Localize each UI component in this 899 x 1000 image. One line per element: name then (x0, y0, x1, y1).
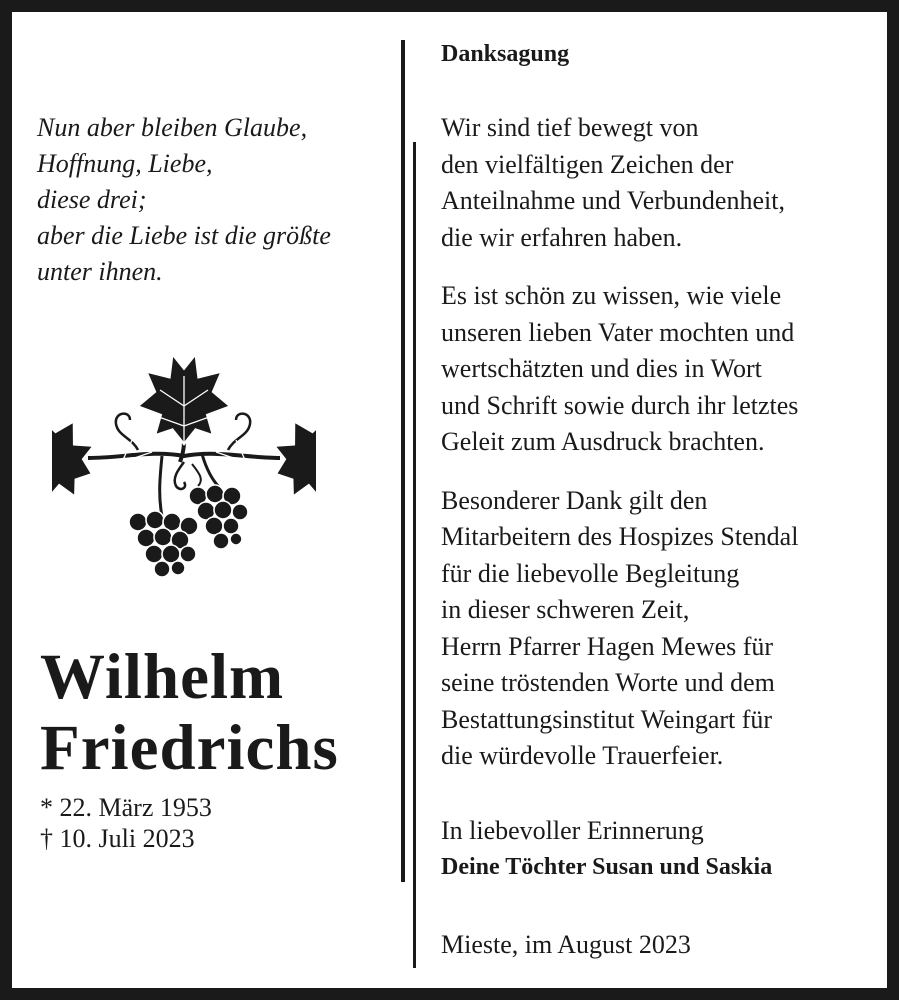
thanks-paragraph (441, 278, 881, 461)
closing-line: In liebevoller Erinnerung (441, 815, 704, 845)
grapevine-icon (52, 346, 316, 580)
verse-line: aber die Liebe ist die größte (37, 221, 331, 250)
thanks-section (441, 34, 881, 886)
text-line: die würdevolle Trauerfeier. (441, 741, 724, 770)
text-line: Es ist schön zu wissen, wie viele (441, 281, 782, 310)
text-line: Herrn Pfarrer Hagen Mewes für (441, 631, 774, 661)
death-date: † 10. Juli 2023 (40, 824, 195, 853)
divider-line (401, 40, 405, 882)
closing-block (441, 813, 881, 886)
place-date: Mieste, im August 2023 (441, 930, 691, 959)
birth-date: * 22. März 1953 (40, 793, 212, 822)
thanks-paragraph (441, 483, 881, 775)
verse-line: unter ihnen. (37, 257, 163, 286)
last-name: Friedrichs (40, 712, 339, 784)
life-dates (40, 792, 212, 854)
thanks-paragraph (441, 110, 881, 256)
text-line: für die liebevolle Begleitung (441, 558, 740, 588)
text-line: in dieser schweren Zeit, (441, 595, 690, 624)
first-name: Wilhelm (40, 641, 285, 713)
deceased-name (40, 642, 339, 784)
text-line: Mitarbeitern des Hospizes Stendal (441, 522, 799, 551)
bible-verse (37, 110, 331, 290)
text-line: Besonderer Dank gilt den (441, 485, 708, 515)
text-line: Wir sind tief bewegt von (441, 113, 699, 142)
text-line: die wir erfahren haben. (441, 222, 683, 252)
divider-line (413, 142, 416, 968)
verse-line: diese drei; (37, 185, 147, 214)
text-line: seine tröstenden Worte und dem (441, 668, 775, 697)
text-line: und Schrift sowie durch ihr letztes (441, 390, 799, 420)
obituary-card (12, 12, 887, 988)
verse-line: Hoffnung, Liebe, (37, 149, 213, 178)
signature: Deine Töchter Susan und Saskia (441, 854, 773, 880)
text-line: Bestattungsinstitut Weingart für (441, 704, 773, 734)
text-line: wertschätzten und dies in Wort (441, 354, 762, 383)
text-line: unseren lieben Vater mochten und (441, 317, 795, 347)
text-line: Anteilnahme und Verbundenheit, (441, 186, 785, 215)
thanks-heading: Danksagung (441, 41, 570, 67)
verse-line: Nun aber bleiben Glaube, (37, 113, 308, 142)
text-line: den vielfältigen Zeichen der (441, 149, 734, 179)
text-line: Geleit zum Ausdruck brachten. (441, 427, 765, 456)
